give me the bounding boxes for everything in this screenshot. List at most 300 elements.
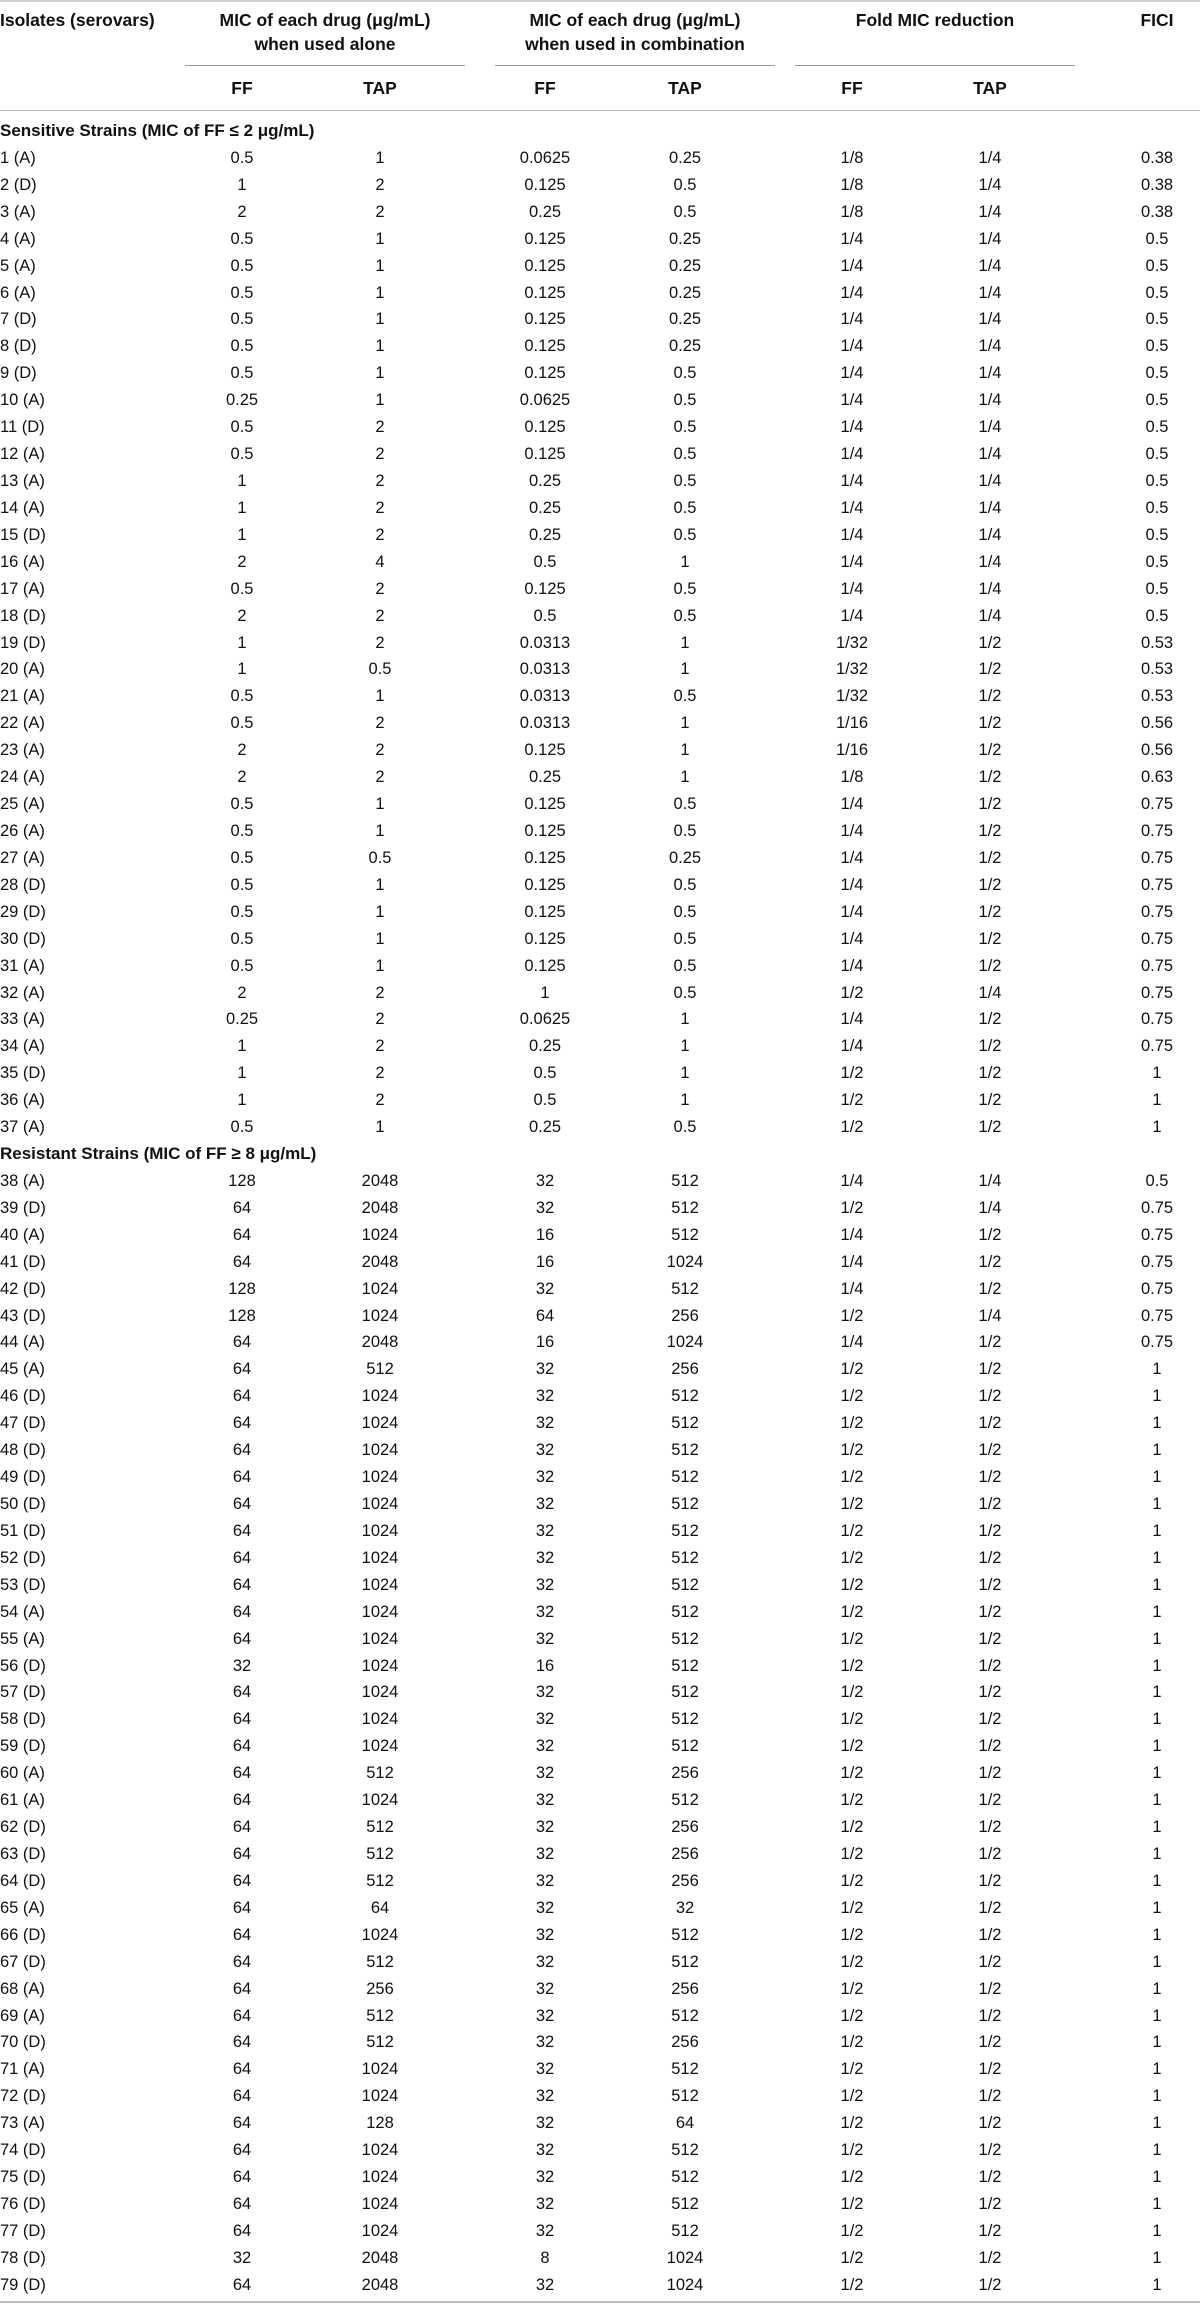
isolate-cell: 14 (A) [0, 498, 45, 517]
fici-cell: 0.75 [1140, 929, 1174, 948]
alone-ff-cell: 2 [237, 552, 247, 571]
fici-cell: 0.75 [1140, 1198, 1174, 1217]
combo-tap-cell: 1 [680, 1064, 690, 1083]
fici-cell: 1 [1152, 1414, 1162, 1433]
combo-tap-cell: 1024 [666, 2248, 704, 2267]
fold-ff-cell: 1/32 [835, 633, 869, 652]
combo-tap-cell: 0.5 [673, 983, 697, 1002]
table-row [0, 1545, 1200, 1572]
fold-tap-cell: 1/4 [978, 525, 1002, 544]
alone-tap-cell: 1 [375, 337, 385, 356]
alone-tap-cell: 2 [375, 418, 385, 437]
combo-ff-cell: 64 [535, 1306, 555, 1325]
fold-tap-cell: 1/2 [978, 741, 1002, 760]
combo-tap-cell: 512 [671, 1495, 699, 1514]
fold-ff-cell: 1/2 [840, 1764, 864, 1783]
table-row [0, 1303, 1200, 1330]
fold-ff-cell: 1/32 [835, 687, 869, 706]
alone-ff-cell: 64 [232, 1629, 252, 1648]
alone-tap-cell: 1 [375, 391, 385, 410]
table-row [0, 1895, 1200, 1922]
combo-tap-cell: 512 [671, 2194, 699, 2213]
fici-cell: 1 [1152, 1575, 1162, 1594]
combo-ff-cell: 32 [535, 2006, 555, 2025]
fold-ff-cell: 1/4 [840, 471, 864, 490]
combo-ff-cell: 0.125 [524, 364, 566, 383]
combo-ff-cell: 32 [535, 1737, 555, 1756]
alone-ff-cell: 0.5 [230, 364, 254, 383]
combo-tap-cell: 0.25 [668, 848, 702, 867]
alone-ff-cell: 1 [237, 1064, 247, 1083]
combo-tap-cell: 64 [675, 2114, 695, 2133]
fold-ff-cell: 1/4 [840, 902, 864, 921]
fold-tap-cell: 1/2 [978, 1979, 1002, 1998]
fold-tap-cell: 1/4 [978, 1198, 1002, 1217]
fold-tap-cell: 1/2 [978, 848, 1002, 867]
combo-tap-cell: 512 [671, 1952, 699, 1971]
combo-tap-cell: 512 [671, 1737, 699, 1756]
fici-cell: 1 [1152, 1495, 1162, 1514]
alone-tap-cell: 2 [375, 471, 385, 490]
table-row [0, 2056, 1200, 2083]
fici-cell: 1 [1152, 1818, 1162, 1837]
fici-cell: 1 [1152, 2033, 1162, 2052]
table-row [0, 2110, 1200, 2137]
fold-ff-cell: 1/2 [840, 1495, 864, 1514]
alone-ff-cell: 64 [232, 1360, 252, 1379]
isolate-cell: 45 (A) [0, 1360, 45, 1379]
combo-tap-cell: 512 [671, 2221, 699, 2240]
header-group-alone-line2: when used alone [254, 34, 396, 54]
fold-ff-cell: 1/2 [840, 1737, 864, 1756]
fici-cell: 0.5 [1145, 310, 1169, 329]
alone-ff-cell: 0.5 [230, 875, 254, 894]
header-combo-ff: FF [534, 78, 556, 98]
combo-tap-cell: 256 [671, 1818, 699, 1837]
alone-ff-cell: 64 [232, 1898, 252, 1917]
table-row [0, 145, 1200, 172]
fold-tap-cell: 1/2 [978, 2168, 1002, 2187]
combo-ff-cell: 16 [535, 1656, 555, 1675]
isolate-cell: 38 (A) [0, 1171, 45, 1190]
fici-cell: 0.5 [1145, 471, 1169, 490]
fold-ff-cell: 1/2 [840, 1818, 864, 1837]
combo-ff-cell: 32 [535, 1414, 555, 1433]
alone-ff-cell: 0.5 [230, 902, 254, 921]
fici-cell: 0.38 [1140, 202, 1174, 221]
combo-ff-cell: 8 [540, 2248, 550, 2267]
combo-ff-cell: 32 [535, 1279, 555, 1298]
combo-ff-cell: 0.0625 [519, 1010, 571, 1029]
fici-cell: 0.5 [1145, 445, 1169, 464]
fici-cell: 1 [1152, 1791, 1162, 1810]
isolate-cell: 24 (A) [0, 768, 45, 787]
table-row [0, 791, 1200, 818]
fold-ff-cell: 1/2 [840, 2275, 864, 2294]
fold-tap-cell: 1/2 [978, 687, 1002, 706]
table-row [0, 603, 1200, 630]
combo-tap-cell: 512 [671, 2168, 699, 2187]
fold-tap-cell: 1/2 [978, 2141, 1002, 2160]
combo-tap-cell: 512 [671, 1387, 699, 1406]
combo-tap-cell: 0.5 [673, 202, 697, 221]
isolate-cell: 7 (D) [0, 310, 37, 329]
fold-ff-cell: 1/4 [840, 337, 864, 356]
isolate-cell: 72 (D) [0, 2087, 46, 2106]
fold-ff-cell: 1/4 [840, 1037, 864, 1056]
table-row [0, 818, 1200, 845]
isolate-cell: 27 (A) [0, 848, 45, 867]
combo-ff-cell: 16 [535, 1333, 555, 1352]
table-row [0, 253, 1200, 280]
combo-ff-cell: 0.25 [528, 1037, 562, 1056]
isolate-cell: 16 (A) [0, 552, 45, 571]
alone-ff-cell: 0.5 [230, 1118, 254, 1137]
fici-cell: 0.53 [1140, 633, 1174, 652]
fici-cell: 1 [1152, 2275, 1162, 2294]
fold-tap-cell: 1/4 [978, 337, 1002, 356]
combo-tap-cell: 512 [671, 1198, 699, 1217]
alone-tap-cell: 1 [375, 821, 385, 840]
isolate-cell: 15 (D) [0, 525, 46, 544]
fold-tap-cell: 1/2 [978, 1225, 1002, 1244]
combo-ff-cell: 32 [535, 1764, 555, 1783]
header-alone-tap: TAP [363, 78, 397, 98]
section-heading [0, 118, 1200, 145]
alone-tap-cell: 1024 [361, 1925, 399, 1944]
combo-tap-cell: 256 [671, 1306, 699, 1325]
alone-ff-cell: 64 [232, 2275, 252, 2294]
alone-tap-cell: 1024 [361, 2060, 399, 2079]
combo-ff-cell: 0.125 [524, 337, 566, 356]
combo-tap-cell: 0.5 [673, 471, 697, 490]
combo-tap-cell: 1 [680, 741, 690, 760]
combo-tap-cell: 0.25 [668, 148, 702, 167]
fold-tap-cell: 1/2 [978, 2060, 1002, 2079]
fold-ff-cell: 1/4 [840, 606, 864, 625]
combo-ff-cell: 0.0625 [519, 148, 571, 167]
fold-ff-cell: 1/2 [840, 1629, 864, 1648]
fold-tap-cell: 1/2 [978, 2033, 1002, 2052]
alone-tap-cell: 512 [366, 2006, 394, 2025]
fici-cell: 0.75 [1140, 983, 1174, 1002]
combo-tap-cell: 0.5 [673, 875, 697, 894]
fold-tap-cell: 1/2 [978, 1414, 1002, 1433]
fici-cell: 1 [1152, 1683, 1162, 1702]
alone-ff-cell: 0.25 [225, 391, 259, 410]
fici-cell: 0.5 [1145, 606, 1169, 625]
fold-ff-cell: 1/4 [840, 579, 864, 598]
fici-cell: 0.5 [1145, 418, 1169, 437]
combo-tap-cell: 1 [680, 768, 690, 787]
combo-ff-cell: 32 [535, 1602, 555, 1621]
fici-cell: 0.75 [1140, 795, 1174, 814]
combo-ff-cell: 32 [535, 1171, 555, 1190]
table-row [0, 576, 1200, 603]
fici-cell: 1 [1152, 2114, 1162, 2133]
fold-tap-cell: 1/4 [978, 175, 1002, 194]
alone-tap-cell: 1024 [361, 1414, 399, 1433]
combo-tap-cell: 0.5 [673, 391, 697, 410]
alone-tap-cell: 1024 [361, 1683, 399, 1702]
fold-ff-cell: 1/8 [840, 175, 864, 194]
table-bottom-rule [0, 2301, 1200, 2303]
table-row [0, 1060, 1200, 1087]
fold-tap-cell: 1/2 [978, 1521, 1002, 1540]
table-row [0, 306, 1200, 333]
header-fold-ff: FF [841, 78, 863, 98]
combo-ff-cell: 32 [535, 1521, 555, 1540]
combo-tap-cell: 256 [671, 1845, 699, 1863]
header-isolates: Isolates (serovars) [0, 10, 155, 30]
alone-ff-cell: 1 [237, 471, 247, 490]
fold-tap-cell: 1/2 [978, 2248, 1002, 2267]
table-row [0, 1464, 1200, 1491]
combo-ff-cell: 32 [535, 1495, 555, 1514]
combo-ff-cell: 0.125 [524, 929, 566, 948]
alone-tap-cell: 512 [366, 1360, 394, 1379]
combo-tap-cell: 512 [671, 1602, 699, 1621]
combo-tap-cell: 512 [671, 1575, 699, 1594]
alone-tap-cell: 2 [375, 175, 385, 194]
combo-ff-cell: 32 [535, 2114, 555, 2133]
fici-cell: 1 [1152, 2168, 1162, 2187]
fici-cell: 1 [1152, 2221, 1162, 2240]
isolate-cell: 70 (D) [0, 2033, 46, 2052]
isolate-cell: 11 (D) [0, 418, 45, 437]
fici-cell: 1 [1152, 2194, 1162, 2213]
combo-ff-cell: 0.125 [524, 875, 566, 894]
alone-tap-cell: 2 [375, 714, 385, 733]
fold-ff-cell: 1/2 [840, 1360, 864, 1379]
table-row [0, 683, 1200, 710]
alone-tap-cell: 1 [375, 229, 385, 248]
fici-cell: 1 [1152, 1710, 1162, 1729]
fold-tap-cell: 1/4 [978, 1306, 1002, 1325]
combo-ff-cell: 0.125 [524, 229, 566, 248]
combo-tap-cell: 32 [675, 1898, 695, 1917]
isolate-cell: 60 (A) [0, 1764, 45, 1783]
alone-tap-cell: 2 [375, 1064, 385, 1083]
table-row [0, 468, 1200, 495]
fici-cell: 0.75 [1140, 1225, 1174, 1244]
alone-ff-cell: 64 [232, 1333, 252, 1352]
table-row [0, 1653, 1200, 1680]
combo-ff-cell: 0.125 [524, 445, 566, 464]
fold-tap-cell: 1/2 [978, 875, 1002, 894]
alone-tap-cell: 1024 [361, 1225, 399, 1244]
fold-tap-cell: 1/2 [978, 1468, 1002, 1487]
alone-tap-cell: 1024 [361, 1441, 399, 1460]
alone-tap-cell: 2048 [361, 2275, 399, 2294]
fold-ff-cell: 1/4 [840, 310, 864, 329]
isolate-cell: 57 (D) [0, 1683, 46, 1702]
alone-ff-cell: 64 [232, 1575, 252, 1594]
combo-ff-cell: 0.0313 [519, 687, 571, 706]
fici-cell: 1 [1152, 1656, 1162, 1675]
header-group-combo-line2: when used in combination [525, 34, 745, 54]
fici-cell: 1 [1152, 1898, 1162, 1917]
header-group-combo [495, 8, 775, 56]
combo-tap-cell: 512 [671, 1629, 699, 1648]
isolate-cell: 69 (A) [0, 2006, 45, 2025]
combo-ff-cell: 32 [535, 2168, 555, 2187]
fold-tap-cell: 1/2 [978, 1952, 1002, 1971]
alone-tap-cell: 1024 [361, 1710, 399, 1729]
table-row [0, 1114, 1200, 1141]
combo-tap-cell: 0.5 [673, 579, 697, 598]
fold-tap-cell: 1/2 [978, 1818, 1002, 1837]
fold-ff-cell: 1/2 [840, 1925, 864, 1944]
combo-tap-cell: 0.25 [668, 256, 702, 275]
combo-ff-cell: 32 [535, 2141, 555, 2160]
combo-ff-cell: 0.125 [524, 848, 566, 867]
table-row [0, 656, 1200, 683]
combo-ff-cell: 32 [535, 1629, 555, 1648]
alone-ff-cell: 2 [237, 741, 247, 760]
table-body [0, 118, 1200, 2299]
alone-tap-cell: 2 [375, 1010, 385, 1029]
isolate-cell: 35 (D) [0, 1064, 46, 1083]
table-row [0, 1410, 1200, 1437]
alone-tap-cell: 1 [375, 929, 385, 948]
table-row [0, 1733, 1200, 1760]
fold-tap-cell: 1/2 [978, 956, 1002, 975]
fold-ff-cell: 1/4 [840, 498, 864, 517]
fold-tap-cell: 1/2 [978, 1845, 1002, 1863]
fici-cell: 1 [1152, 2087, 1162, 2106]
isolate-cell: 2 (D) [0, 175, 37, 194]
alone-tap-cell: 2048 [361, 1198, 399, 1217]
fold-ff-cell: 1/2 [840, 1575, 864, 1594]
alone-ff-cell: 128 [228, 1171, 256, 1190]
combo-tap-cell: 0.5 [673, 687, 697, 706]
fici-cell: 0.5 [1145, 337, 1169, 356]
isolate-cell: 44 (A) [0, 1333, 45, 1352]
fici-cell: 1 [1152, 1737, 1162, 1756]
alone-ff-cell: 64 [232, 2087, 252, 2106]
isolate-cell: 48 (D) [0, 1441, 46, 1460]
fold-ff-cell: 1/4 [840, 1333, 864, 1352]
alone-ff-cell: 64 [232, 1710, 252, 1729]
isolate-cell: 56 (D) [0, 1656, 46, 1675]
combo-ff-cell: 32 [535, 1710, 555, 1729]
table-row [0, 2245, 1200, 2272]
fici-cell: 1 [1152, 1952, 1162, 1971]
fold-ff-cell: 1/2 [840, 1845, 864, 1863]
alone-ff-cell: 1 [237, 633, 247, 652]
alone-ff-cell: 0.5 [230, 821, 254, 840]
fold-tap-cell: 1/2 [978, 1548, 1002, 1567]
isolate-cell: 66 (D) [0, 1925, 46, 1944]
alone-ff-cell: 32 [232, 1656, 252, 1675]
alone-tap-cell: 2048 [361, 1333, 399, 1352]
fici-cell: 1 [1152, 1468, 1162, 1487]
fold-tap-cell: 1/4 [978, 983, 1002, 1002]
table-row [0, 1706, 1200, 1733]
fold-ff-cell: 1/2 [840, 1871, 864, 1890]
combo-tap-cell: 1024 [666, 2275, 704, 2294]
combo-ff-cell: 32 [535, 1871, 555, 1890]
fici-cell: 1 [1152, 1871, 1162, 1890]
fold-tap-cell: 1/4 [978, 310, 1002, 329]
alone-tap-cell: 1024 [361, 2194, 399, 2213]
alone-ff-cell: 0.5 [230, 283, 254, 302]
fold-tap-cell: 1/4 [978, 283, 1002, 302]
isolate-cell: 78 (D) [0, 2248, 46, 2267]
fold-ff-cell: 1/16 [835, 741, 869, 760]
fold-tap-cell: 1/4 [978, 445, 1002, 464]
table-row [0, 1249, 1200, 1276]
combo-tap-cell: 512 [671, 1791, 699, 1810]
table-row [0, 1572, 1200, 1599]
alone-tap-cell: 1024 [361, 2168, 399, 2187]
table-row [0, 1787, 1200, 1814]
fold-tap-cell: 1/2 [978, 1360, 1002, 1379]
alone-ff-cell: 1 [237, 525, 247, 544]
combo-tap-cell: 512 [671, 1414, 699, 1433]
alone-tap-cell: 1 [375, 687, 385, 706]
table-row [0, 1276, 1200, 1303]
fold-tap-cell: 1/2 [978, 1279, 1002, 1298]
table-row [0, 495, 1200, 522]
table-row [0, 1976, 1200, 2003]
fici-cell: 1 [1152, 1845, 1162, 1863]
combo-ff-cell: 32 [535, 2060, 555, 2079]
section-heading [0, 1141, 1200, 1168]
isolate-cell: 40 (A) [0, 1225, 45, 1244]
fold-tap-cell: 1/4 [978, 418, 1002, 437]
fici-cell: 1 [1152, 2060, 1162, 2079]
alone-tap-cell: 512 [366, 1845, 394, 1863]
fici-cell: 1 [1152, 1548, 1162, 1567]
combo-ff-cell: 16 [535, 1252, 555, 1271]
alone-tap-cell: 2 [375, 525, 385, 544]
table-row [0, 980, 1200, 1007]
alone-tap-cell: 2 [375, 445, 385, 464]
fici-cell: 0.38 [1140, 175, 1174, 194]
fold-tap-cell: 1/2 [978, 1333, 1002, 1352]
alone-ff-cell: 64 [232, 2060, 252, 2079]
table-row [0, 710, 1200, 737]
isolate-cell: 54 (A) [0, 1602, 45, 1621]
fold-ff-cell: 1/4 [840, 956, 864, 975]
alone-tap-cell: 2 [375, 606, 385, 625]
combo-tap-cell: 256 [671, 1871, 699, 1890]
alone-ff-cell: 64 [232, 1252, 252, 1271]
alone-ff-cell: 1 [237, 175, 247, 194]
alone-tap-cell: 2 [375, 983, 385, 1002]
isolate-cell: 47 (D) [0, 1414, 46, 1433]
combo-tap-cell: 512 [671, 2087, 699, 2106]
fold-ff-cell: 1/2 [840, 2033, 864, 2052]
alone-tap-cell: 0.5 [368, 660, 392, 679]
fici-cell: 1 [1152, 1925, 1162, 1944]
fold-tap-cell: 1/2 [978, 1575, 1002, 1594]
fici-cell: 0.38 [1140, 148, 1174, 167]
table-row [0, 845, 1200, 872]
alone-tap-cell: 512 [366, 1952, 394, 1971]
combo-tap-cell: 1024 [666, 1252, 704, 1271]
section-title: Sensitive Strains (MIC of FF ≤ 2 μg/mL) [0, 121, 315, 140]
header-group-alone-line1: MIC of each drug (μg/mL) [219, 10, 431, 30]
alone-tap-cell: 1024 [361, 1575, 399, 1594]
table-row [0, 1679, 1200, 1706]
isolate-cell: 20 (A) [0, 660, 45, 679]
fold-ff-cell: 1/4 [840, 229, 864, 248]
table-row [0, 1329, 1200, 1356]
table-row [0, 1599, 1200, 1626]
